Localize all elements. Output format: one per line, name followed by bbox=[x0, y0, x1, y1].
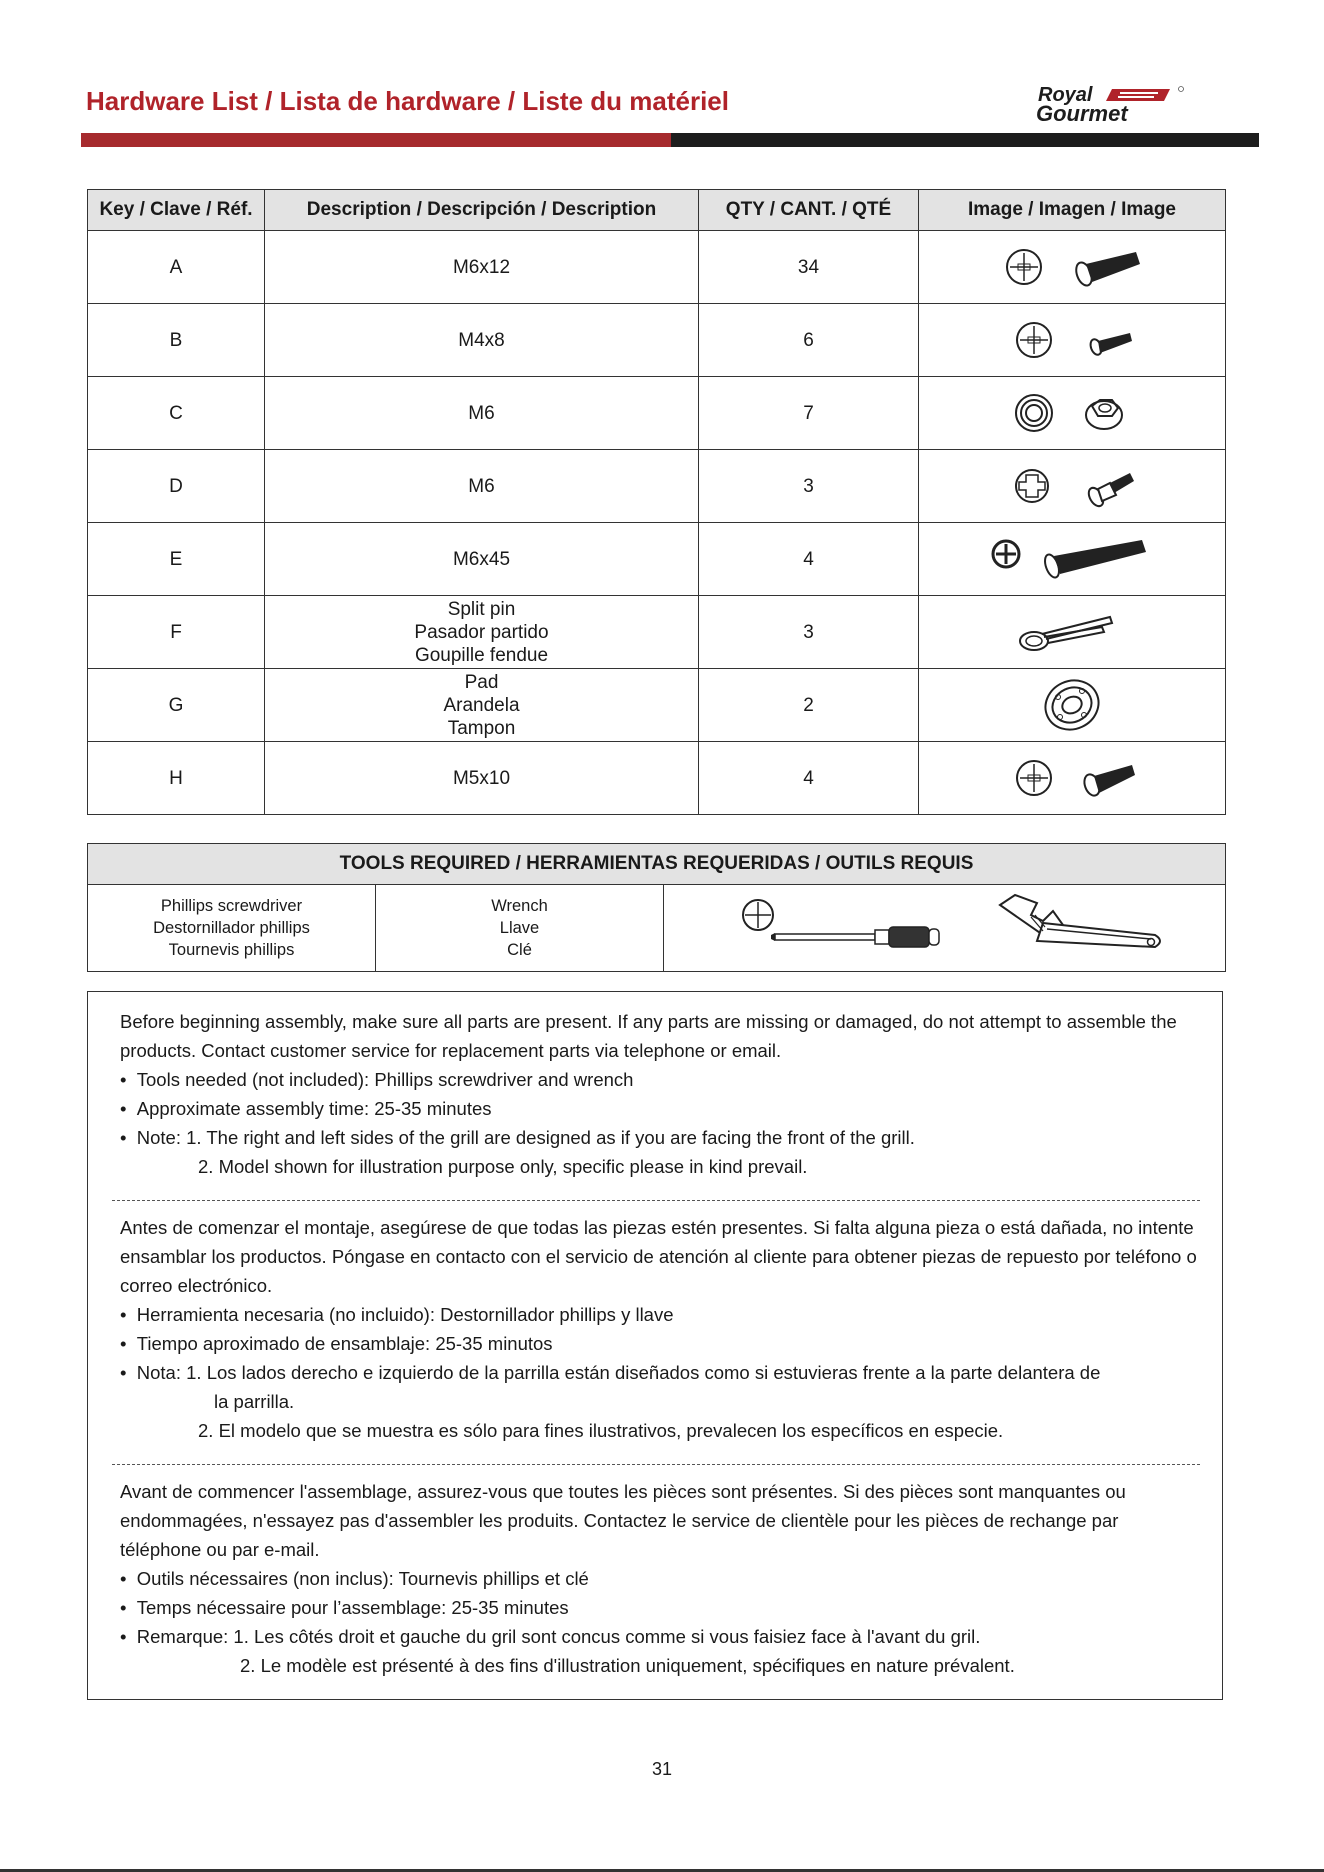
notes-time-text: Tiempo aproximado de ensamblaje: 25-35 minutos bbox=[136, 1333, 553, 1354]
header-bar-red bbox=[81, 133, 671, 147]
row-description: M6x12 bbox=[265, 231, 699, 304]
column-header-key: Key / Clave / Réf. bbox=[88, 190, 265, 231]
table-row bbox=[88, 742, 1226, 815]
divider bbox=[112, 1200, 1200, 1201]
row-description bbox=[265, 669, 699, 742]
notes-time: • Tiempo aproximado de ensamblaje: 25-35 minutos bbox=[120, 1333, 553, 1354]
row-qty: 3 bbox=[699, 450, 919, 523]
notes-note1-text: Nota: 1. Los lados derecho e izquierdo de la parrilla están diseñados como si estuvieras frente a la parte delantera de bbox=[136, 1362, 1101, 1383]
row-key: B bbox=[88, 304, 265, 377]
row-key: H bbox=[88, 742, 265, 815]
table-row bbox=[88, 450, 1226, 523]
row-key: C bbox=[88, 377, 265, 450]
long-bolt-icon bbox=[972, 534, 1172, 584]
row-qty: 2 bbox=[699, 669, 919, 742]
notes-note1: • Note: 1. The right and left sides of the grill are designed as if you are facing the front of the grill. bbox=[120, 1127, 915, 1148]
row-qty: 34 bbox=[699, 231, 919, 304]
tool-name-line: Phillips screwdriver bbox=[160, 897, 303, 915]
notes-intro: Before beginning assembly, make sure all parts are present. If any parts are missing or damaged, do not attempt to assemble the products. Contact customer service for replacement parts via telephone or email. bbox=[120, 1011, 1177, 1061]
brand-line2: Gourmet bbox=[1036, 101, 1128, 124]
row-qty: 7 bbox=[699, 377, 919, 450]
tool-name-line: Destornillador phillips bbox=[153, 919, 310, 937]
phillips-screw-icon bbox=[992, 753, 1152, 803]
notes-time-text: Approximate assembly time: 25-35 minutes bbox=[136, 1098, 492, 1119]
notes-note2: 2. Le modèle est présenté à des fins d'illustration uniquement, spécifiques en nature prévalent. bbox=[240, 1655, 1015, 1676]
tools-illustration bbox=[665, 885, 1225, 965]
tool-wrench-label bbox=[376, 885, 664, 972]
row-description: M4x8 bbox=[265, 304, 699, 377]
row-key: F bbox=[88, 596, 265, 669]
tools-table bbox=[87, 843, 1226, 972]
row-image bbox=[919, 742, 1226, 815]
notes-note1-text: Remarque: 1. Les côtés droit et gauche du gril sont concus comme si vous faisiez face à l'avant du gril. bbox=[136, 1626, 981, 1647]
row-key: A bbox=[88, 231, 265, 304]
table-row bbox=[88, 669, 1226, 742]
notes-note1-continued: la parrilla. bbox=[214, 1391, 295, 1412]
tool-name-line: Clé bbox=[507, 941, 532, 959]
hardware-header-row bbox=[88, 190, 1226, 231]
screwdriver-icon bbox=[743, 900, 939, 947]
row-description bbox=[265, 596, 699, 669]
tools-title: TOOLS REQUIRED / HERRAMIENTAS REQUERIDAS / OUTILS REQUIS bbox=[88, 844, 1226, 885]
notes-tools: • Outils nécessaires (non inclus): Tournevis phillips et clé bbox=[120, 1568, 589, 1589]
notes-note1: • Remarque: 1. Les côtés droit et gauche du gril sont concus comme si vous faisiez face à l'avant du gril. bbox=[120, 1626, 981, 1647]
column-header-image: Image / Imagen / Image bbox=[919, 190, 1226, 231]
tool-screwdriver-label bbox=[88, 885, 376, 972]
brand-line1: Royal bbox=[1038, 84, 1093, 106]
notes-time-text: Temps nécessaire pour l’assemblage: 25-35 minutes bbox=[136, 1597, 569, 1618]
divider bbox=[112, 1464, 1200, 1465]
row-image bbox=[919, 304, 1226, 377]
page-title: Hardware List / Lista de hardware / Liste du matériel bbox=[86, 86, 729, 116]
row-description: M6x45 bbox=[265, 523, 699, 596]
header-bar-black bbox=[671, 133, 1259, 147]
flange-nut-icon bbox=[992, 388, 1152, 438]
notes-note2: 2. Model shown for illustration purpose only, specific please in kind prevail. bbox=[198, 1156, 808, 1177]
row-description: M6 bbox=[265, 450, 699, 523]
row-qty: 6 bbox=[699, 304, 919, 377]
description-line: Goupille fendue bbox=[414, 644, 549, 666]
row-qty: 4 bbox=[699, 523, 919, 596]
row-key: G bbox=[88, 669, 265, 742]
notes-tools: • Tools needed (not included): Phillips screwdriver and wrench bbox=[120, 1069, 634, 1090]
notes-spanish bbox=[120, 1213, 1200, 1445]
wrench-icon bbox=[1000, 895, 1160, 947]
column-header-qty: QTY / CANT. / QTÉ bbox=[699, 190, 919, 231]
notes-tools-text: Tools needed (not included): Phillips screwdriver and wrench bbox=[136, 1069, 634, 1090]
table-row bbox=[88, 596, 1226, 669]
royal-gourmet-logo bbox=[1030, 84, 1240, 124]
pad-icon bbox=[992, 675, 1152, 735]
row-key: E bbox=[88, 523, 265, 596]
assembly-notes-box bbox=[87, 991, 1223, 1700]
notes-tools: • Herramienta necesaria (no incluido): Destornillador phillips y llave bbox=[120, 1304, 674, 1325]
row-description: M6 bbox=[265, 377, 699, 450]
table-row bbox=[88, 377, 1226, 450]
description-line: Pad bbox=[464, 671, 499, 693]
table-row bbox=[88, 231, 1226, 304]
notes-time: • Temps nécessaire pour l’assemblage: 25-35 minutes bbox=[120, 1597, 569, 1618]
table-row bbox=[88, 523, 1226, 596]
notes-intro: Antes de comenzar el montaje, asegúrese de que todas las piezas estén presentes. Si falta alguna pieza o está dañada, no intente ensamblar los productos. Póngase en contacto con el servicio de atención al cliente para obtener piezas de repuesto por teléfono o correo electrónico. bbox=[120, 1217, 1197, 1296]
tool-name-line: Wrench bbox=[491, 897, 548, 915]
page-number: 31 bbox=[651, 1759, 673, 1779]
row-qty: 3 bbox=[699, 596, 919, 669]
notes-time: • Approximate assembly time: 25-35 minutes bbox=[120, 1098, 492, 1119]
row-key: D bbox=[88, 450, 265, 523]
row-image bbox=[919, 669, 1226, 742]
notes-note2: 2. El modelo que se muestra es sólo para fines ilustrativos, prevalecen los específicos en especie. bbox=[198, 1420, 1004, 1441]
notes-note1-text: Note: 1. The right and left sides of the grill are designed as if you are facing the front of the grill. bbox=[136, 1127, 915, 1148]
hardware-table bbox=[87, 189, 1226, 815]
split-pin-icon bbox=[992, 607, 1152, 657]
notes-intro: Avant de commencer l'assemblage, assurez-vous que toutes les pièces sont présentes. Si des pièces sont manquantes ou endommagées, n'essayez pas d'assembler les produits. Contactez le service de clientèle pour les pièces de rechange par téléphone ou par e-mail. bbox=[120, 1481, 1126, 1560]
phillips-screw-icon bbox=[992, 242, 1152, 292]
description-line: Split pin bbox=[447, 598, 516, 620]
description-line: Arandela bbox=[443, 694, 520, 716]
shoulder-bolt-icon bbox=[992, 461, 1152, 511]
notes-tools-text: Herramienta necesaria (no incluido): Destornillador phillips y llave bbox=[136, 1304, 674, 1325]
tool-images bbox=[664, 885, 1226, 972]
row-image bbox=[919, 523, 1226, 596]
row-image bbox=[919, 231, 1226, 304]
row-image bbox=[919, 377, 1226, 450]
table-row bbox=[88, 304, 1226, 377]
row-image bbox=[919, 596, 1226, 669]
notes-note1: • Nota: 1. Los lados derecho e izquierdo de la parrilla están diseñados como si estuvieras frente a la parte delantera de bbox=[120, 1362, 1101, 1383]
tool-name-line: Tournevis phillips bbox=[168, 941, 295, 959]
row-description: M5x10 bbox=[265, 742, 699, 815]
phillips-screw-icon bbox=[992, 315, 1152, 365]
notes-english bbox=[120, 1007, 1200, 1181]
notes-tools-text: Outils nécessaires (non inclus): Tournevis phillips et clé bbox=[136, 1568, 589, 1589]
row-image bbox=[919, 450, 1226, 523]
row-qty: 4 bbox=[699, 742, 919, 815]
tool-name-line: Llave bbox=[499, 919, 540, 937]
notes-french bbox=[120, 1477, 1200, 1680]
description-line: Tampon bbox=[447, 717, 516, 739]
description-line: Pasador partido bbox=[414, 621, 549, 643]
column-header-description: Description / Descripción / Description bbox=[265, 190, 699, 231]
tools-row bbox=[88, 885, 1226, 972]
